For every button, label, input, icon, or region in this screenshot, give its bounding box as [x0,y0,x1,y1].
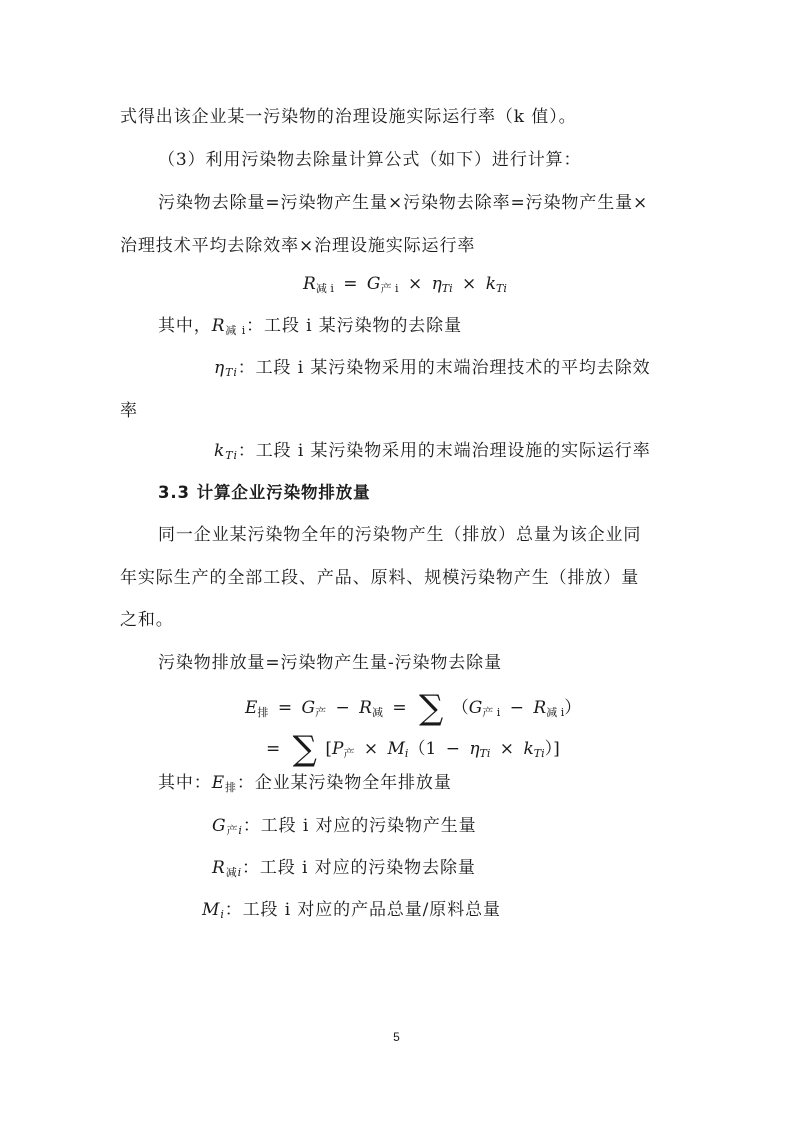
math-operator: [ [325,739,332,759]
paragraph-line: 污染物去除量=污染物产生量×污染物去除率=污染物产生量× [158,193,649,213]
math-symbol: η [431,274,442,294]
section-heading: 3.3 计算企业污染物排放量 [158,483,371,502]
definition-text: ：企业某污染物全年排放量 [236,773,452,793]
sum-symbol: ∑ [292,729,317,769]
paragraph-line: 同一企业某污染物全年的污染物产生（排放）总量为该企业同 [158,525,642,545]
math-symbol: M [202,900,221,920]
math-subscript: i [395,282,399,295]
definition-text: ：工段 i 某污染物采用的末端治理设施的实际运行率 [237,441,651,461]
math-operator: = [266,739,281,759]
math-subscript: Ti [533,747,545,760]
math-symbol: k [485,274,497,294]
sum-symbol: ∑ [419,688,444,728]
paragraph-line: 式得出该企业某一污染物的治理设施实际运行率（k 值）。 [120,107,577,127]
math-symbol: R [359,698,372,718]
math-symbol: η [214,358,226,378]
paragraph-line: 之和。 [120,610,174,630]
definition-line [212,857,476,881]
definition-text: ：工段 i 某污染物的去除量 [246,316,462,336]
math-subscript: 减 [546,706,558,719]
math-operator: × [407,274,423,294]
math-subscript: i [560,706,565,719]
math-operator: − [509,698,524,718]
math-symbol: k [214,441,226,461]
math-operator: ] [553,739,560,759]
math-symbol: R [212,858,226,878]
definition-line [214,357,651,381]
math-subscript: 减 [315,282,327,295]
math-subscript: 产 [226,824,239,837]
math-symbol: η [469,739,480,759]
math-subscript: Ti [441,282,453,295]
math-symbol: G [212,816,227,836]
definition-line [158,772,452,796]
definition-line [214,440,651,464]
math-operator: − [445,739,460,759]
math-operator: ） [544,739,554,759]
paragraph-line: 污染物排放量=污染物产生量-污染物去除量 [158,653,502,673]
math-operator: × [499,739,515,759]
math-symbol: P [331,739,344,759]
math-subscript: i [330,282,334,295]
definition-line: 率 [120,401,138,421]
definition-prefix: 其中： [158,773,212,793]
math-subscript: i [496,706,501,719]
math-subscript: 产 [315,706,327,719]
math-subscript: Ti [225,449,238,462]
definition-line [212,815,477,839]
formula-emission-line1 [245,688,582,728]
paragraph-line: （3）利用污染物去除量计算公式（如下）进行计算： [158,150,582,170]
math-subscript: 排 [225,781,237,794]
formula-emission-line2 [262,729,560,769]
math-subscript: i [241,324,247,337]
math-subscript: 产 [380,282,392,295]
math-symbol: R [211,316,226,336]
definition-text: ：工段 i 对应的污染物产生量 [242,816,477,836]
paragraph-line: 年实际生产的全部工段、产品、原料、规模污染物产生（排放）量 [120,568,640,588]
math-symbol: R [303,274,316,294]
math-symbol: E [211,773,226,793]
definition-text: ：工段 i 对应的产品总量/原料总量 [224,900,501,920]
math-symbol: G [366,274,381,294]
math-symbol: G [301,698,316,718]
math-operator: × [363,739,379,759]
paragraph-line: 治理技术平均去除效率×治理设施实际运行率 [120,236,476,256]
math-operator: （ [408,739,426,759]
page-number: 5 [393,1030,400,1044]
math-subscript: 排 [257,706,269,719]
math-operator: × [462,274,477,294]
math-operator: ） [564,698,582,718]
definition-prefix: 其中， [158,316,212,336]
math-operator: = [392,698,407,718]
math-operator: = [343,274,358,294]
math-subscript: i [237,866,243,879]
definition-text: ：工段 i 某污染物采用的末端治理技术的平均去除效 [237,358,651,378]
math-subscript: 减 [225,324,238,337]
math-operator: （ [451,698,469,718]
math-symbol: G [468,698,483,718]
math-subscript: Ti [225,366,238,379]
math-subscript: Ti [496,282,507,295]
math-subscript: Ti [479,747,491,760]
math-subscript: 减 [225,866,238,879]
math-symbol: k [523,739,534,759]
math-subscript: i [238,824,243,837]
math-number: 1 [425,739,437,759]
math-symbol: M [387,739,405,759]
math-operator: − [335,698,350,718]
math-subscript: i [220,908,225,921]
definition-text: ：工段 i 对应的污染物去除量 [242,858,476,878]
definition-line [202,899,501,923]
math-subscript: i [404,747,409,760]
math-symbol: R [533,698,547,718]
definition-line [158,315,462,339]
math-subscript: 产 [482,706,494,719]
math-subscript: 减 [371,706,383,719]
math-operator: = [277,698,293,718]
math-subscript: 产 [343,747,355,760]
math-symbol: E [245,698,258,718]
formula-removal [303,273,507,297]
